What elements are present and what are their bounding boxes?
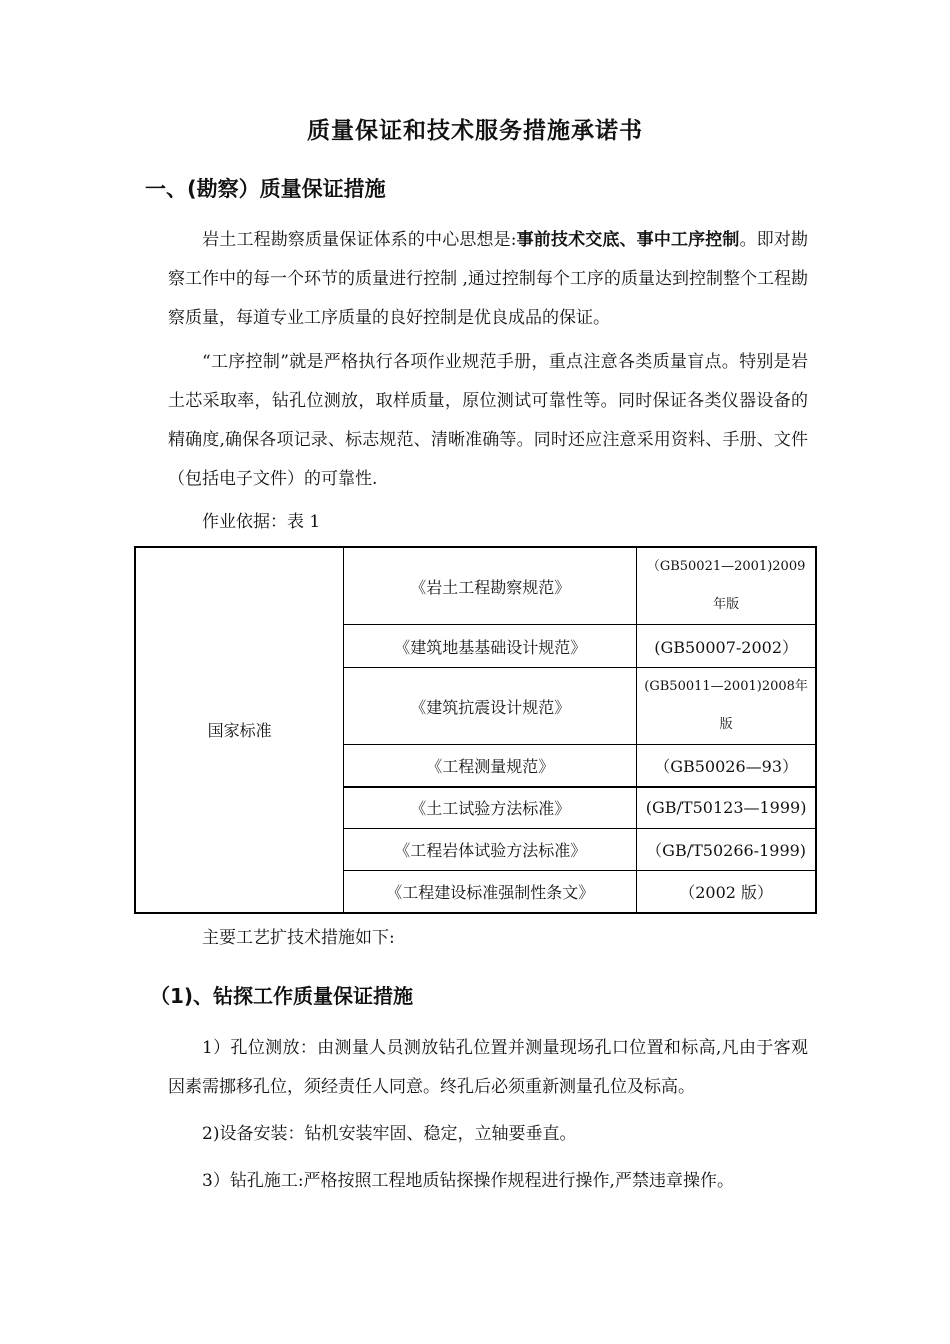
table-cell-name: 《建筑地基基础设计规范》 [344,625,637,668]
paragraph-quality-system-text: 岩土工程勘察质量保证体系的中心思想是: [202,230,517,250]
table-cell-name: 《岩土工程勘察规范》 [344,547,637,625]
table-cell-name: 《土工试验方法标准》 [344,787,637,829]
list-item [168,1029,808,1107]
table-cell-name: 《工程测量规范》 [344,745,637,787]
paragraph-process-control [168,343,808,499]
table-cell-name: 《建筑抗震设计规范》 [344,668,637,745]
page-title: 质量保证和技术服务措施承诺书 [307,117,643,144]
drilling-item-2: 2)设备安装：钻机安装牢固、稳定，立轴要垂直。 [202,1124,577,1144]
section-heading-drilling: （1)、钻探工作质量保证措施 [150,984,414,1008]
table-cell-code: （GB50026—93） [637,745,816,787]
paragraph-quality-system [168,221,808,338]
paragraph-quality-system-rest: 。即对勘察工作中的每一个环节的质量进行控制 ,通过控制每个工序的质量达到控制整个工程勘察质量，每道专业工序质量的良好控制是优良成品的保证。 [168,230,809,328]
paragraph-process-control-text: “工序控制”就是严格执行各项作业规范手册，重点注意各类质量盲点。特别是岩土芯采取率，钻孔位测放，取样质量，原位测试可靠性等。同时保证各类仪器设备的精确度,确保各项记录、标志规范、清晰准确等。同时还应注意采用资料、手册、文件（包括电子文件）的可靠性. [168,352,808,489]
table-cell-code: （GB50021—2001)2009年版 [637,547,816,625]
paragraph-quality-system-emphasis: 事前技术交底、事中工序控制 [516,230,740,250]
table-row [135,547,816,625]
table-cell-name: 《工程岩体试验方法标准》 [344,829,637,871]
table-cell-code: (GB50007-2002） [637,625,816,668]
drilling-item-1: 1）孔位测放：由测量人员测放钻孔位置并测量现场孔口位置和标高,凡由于客观因素需挪移孔位，须经责任人同意。终孔后必须重新测量孔位及标高。 [168,1038,808,1097]
table-cell-code: (GB/T50123—1999) [637,787,816,829]
standards-table [134,546,817,914]
table-cell-name: 《工程建设标准强制性条文》 [344,871,637,913]
table-cell-code: （GB/T50266-1999) [637,829,816,871]
basis-label: 作业依据：表 1 [202,512,321,532]
table-cell-code: (GB50011—2001)2008年版 [637,668,816,745]
table-category-cell: 国家标准 [135,547,344,913]
section-heading-survey-quality: 一、(勘察）质量保证措施 [145,177,386,201]
table-cell-code: （2002 版） [637,871,816,913]
measures-intro: 主要工艺扩技术措施如下: [202,928,395,948]
drilling-item-3: 3）钻孔施工:严格按照工程地质钻探操作规程进行操作,严禁违章操作。 [202,1171,734,1191]
